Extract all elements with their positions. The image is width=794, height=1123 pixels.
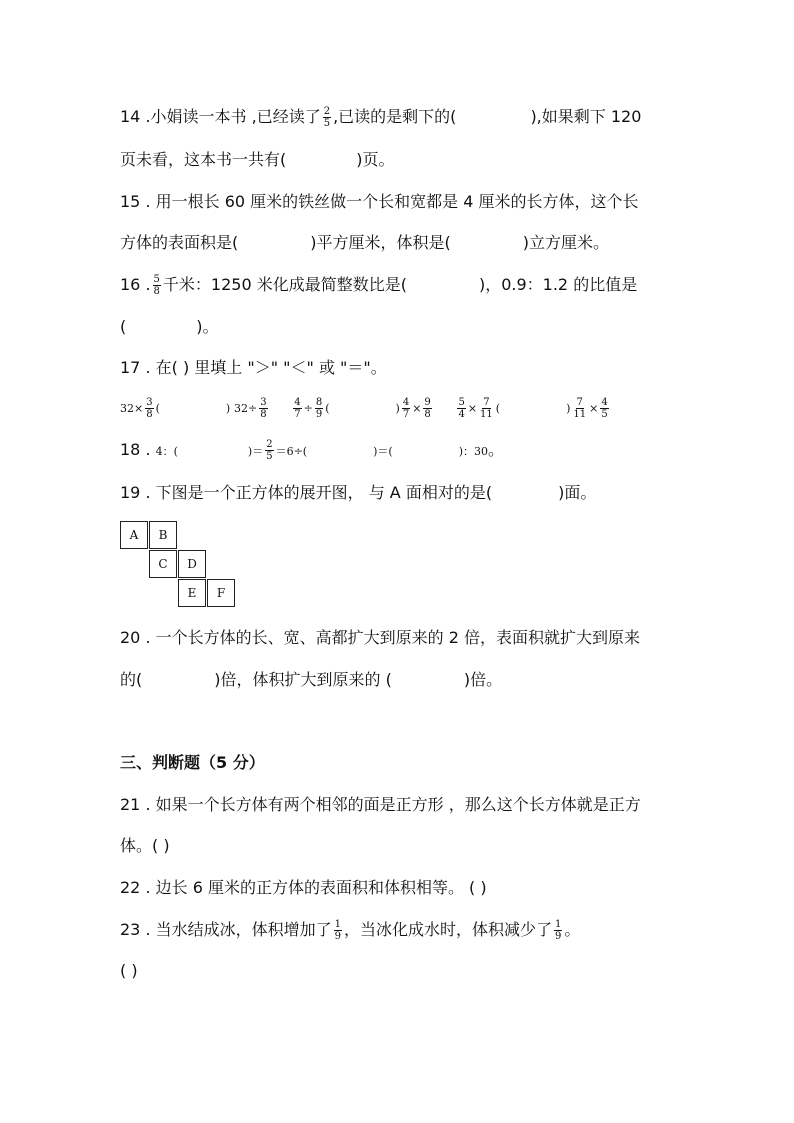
fraction: $\frac{9}{8}$ xyxy=(424,397,431,420)
question-23-line-1: 23 . 当水结成冰，体积增加了 $\frac{1}{9}$ ，当冰化成水时，体积减少了 $\frac{1}{9}$ 。 xyxy=(120,919,581,942)
q16-line2-open: ( xyxy=(120,317,127,336)
fraction: $\frac{8}{9}$ xyxy=(315,397,323,420)
q17-text: 17 . 在( ) 里填上 "＞" "＜" 或 "＝"。 xyxy=(120,358,387,377)
fraction: $\frac{4}{5}$ xyxy=(601,397,608,420)
q18-ratio-start: 4：( xyxy=(155,445,178,458)
net-face-e: E xyxy=(178,579,206,607)
section-heading: 三、判断题（5 分） xyxy=(120,753,265,772)
fraction: $\frac{5}{4}$ xyxy=(458,397,465,420)
fraction: $\frac{4}{7}$ xyxy=(294,397,301,420)
q15-text: 15 . 用一根长 60 厘米的铁丝做一个长和宽都是 4 厘米的长方体，这个长 xyxy=(120,192,639,211)
fraction-five-eighths: $\frac{5}{8}$ xyxy=(153,274,160,297)
question-14-line-1 xyxy=(120,105,641,129)
question-15-line-2 xyxy=(120,231,609,255)
net-face-b: B xyxy=(149,521,177,549)
q20-text: 20 . 一个长方体的长、宽、高都扩大到原来的 2 倍，表面积就扩大到原来 xyxy=(120,628,640,647)
q20-text-c: )倍。 xyxy=(463,670,503,689)
q21-answer[interactable]: 体。( ) xyxy=(120,836,170,855)
question-21-line-2[interactable] xyxy=(120,834,170,858)
q15-text-c: )立方厘米。 xyxy=(522,233,609,252)
question-22[interactable] xyxy=(120,876,487,900)
question-16-line-2 xyxy=(120,315,219,339)
question-23-line-2[interactable] xyxy=(120,959,138,983)
question-15-line-1 xyxy=(120,190,639,214)
q18-number: 18 . xyxy=(120,440,151,459)
q16-number: 16 . xyxy=(120,275,151,294)
fraction-one-ninth: $\frac{1}{9}$ xyxy=(334,919,341,942)
q23-text-a: 23 . 当水结成冰，体积增加了 xyxy=(120,920,332,939)
expr-1-text: 32× xyxy=(120,402,144,415)
question-17-expressions: 32× $\frac{3}{8}$ ( ) 32÷ $\frac{3}{8}$ $\frac{4}{7}$ ÷ $\frac{8}{9}$ ( ) $\frac{4}{7}$ × $\frac{9}{8}$ $\frac{5}{4}$ × $\frac{7}{11}$ ( ) $\frac{7}{11}$ × $\frac{4}{5}$ xyxy=(120,397,608,420)
q15-text-a: 方体的表面积是( xyxy=(120,233,239,252)
net-face-f: F xyxy=(207,579,235,607)
q23-text-b: ，当冰化成水时，体积减少了 xyxy=(344,920,553,939)
net-face-c: C xyxy=(149,550,177,578)
q14-text-b: ,已读的是剩下的( xyxy=(333,107,457,126)
fraction-two-fifths: $\frac{2}{5}$ xyxy=(323,106,331,129)
fraction: $\frac{7}{11}$ xyxy=(480,397,493,420)
fraction: $\frac{4}{7}$ xyxy=(402,397,410,420)
fraction-one-ninth: $\frac{1}{9}$ xyxy=(555,919,562,942)
q23-answer[interactable]: ( ) xyxy=(120,961,138,980)
question-18: 18 . 4：( )＝ $\frac{2}{5}$ ＝6÷( )＝( )：30。 xyxy=(120,439,505,462)
q20-text-a: 的( xyxy=(120,670,143,689)
q16-text-c: )，0.9：1.2 的比值是 xyxy=(478,275,638,294)
question-14-line-2 xyxy=(120,148,395,172)
fraction: $\frac{7}{11}$ xyxy=(573,397,587,420)
expr-2-text: 32÷ xyxy=(234,402,258,415)
question-21-line-1 xyxy=(120,793,641,817)
q14-text-c: ),如果剩下 120 xyxy=(530,107,642,126)
q19-text-b: )面。 xyxy=(558,483,597,502)
q22-text[interactable]: 22 . 边长 6 厘米的正方体的表面积和体积相等。 ( ) xyxy=(120,878,487,897)
q14-text-a: 14 .小娟读一本书 ,已经读了 xyxy=(120,107,321,126)
q16-text-b: 千米：1250 米化成最简整数比是( xyxy=(162,275,407,294)
question-20-line-1 xyxy=(120,626,640,650)
question-17-line-1 xyxy=(120,356,387,380)
fraction: $\frac{3}{8}$ xyxy=(146,397,153,420)
question-20-line-2 xyxy=(120,668,502,692)
net-face-d: D xyxy=(178,550,206,578)
fraction-two-fifths: $\frac{2}{5}$ xyxy=(266,439,273,462)
q20-text-b: )倍，体积扩大到原来的 ( xyxy=(214,670,392,689)
q14-line2-end: )页。 xyxy=(356,150,395,169)
question-19 xyxy=(120,481,596,505)
fraction: $\frac{3}{8}$ xyxy=(260,397,267,420)
q19-text-a: 19 . 下图是一个正方体的展开图， 与 A 面相对的是( xyxy=(120,483,493,502)
net-face-a: A xyxy=(120,521,148,549)
q16-line2-close: )。 xyxy=(196,317,219,336)
cube-net-diagram xyxy=(120,521,240,611)
q21-text: 21 . 如果一个长方体有两个相邻的面是正方形 ，那么这个长方体就是正方 xyxy=(120,795,641,814)
question-16-line-1 xyxy=(120,273,637,297)
q14-line2-text: 页未看，这本书一共有( xyxy=(120,150,287,169)
q15-text-b: )平方厘米，体积是( xyxy=(310,233,451,252)
